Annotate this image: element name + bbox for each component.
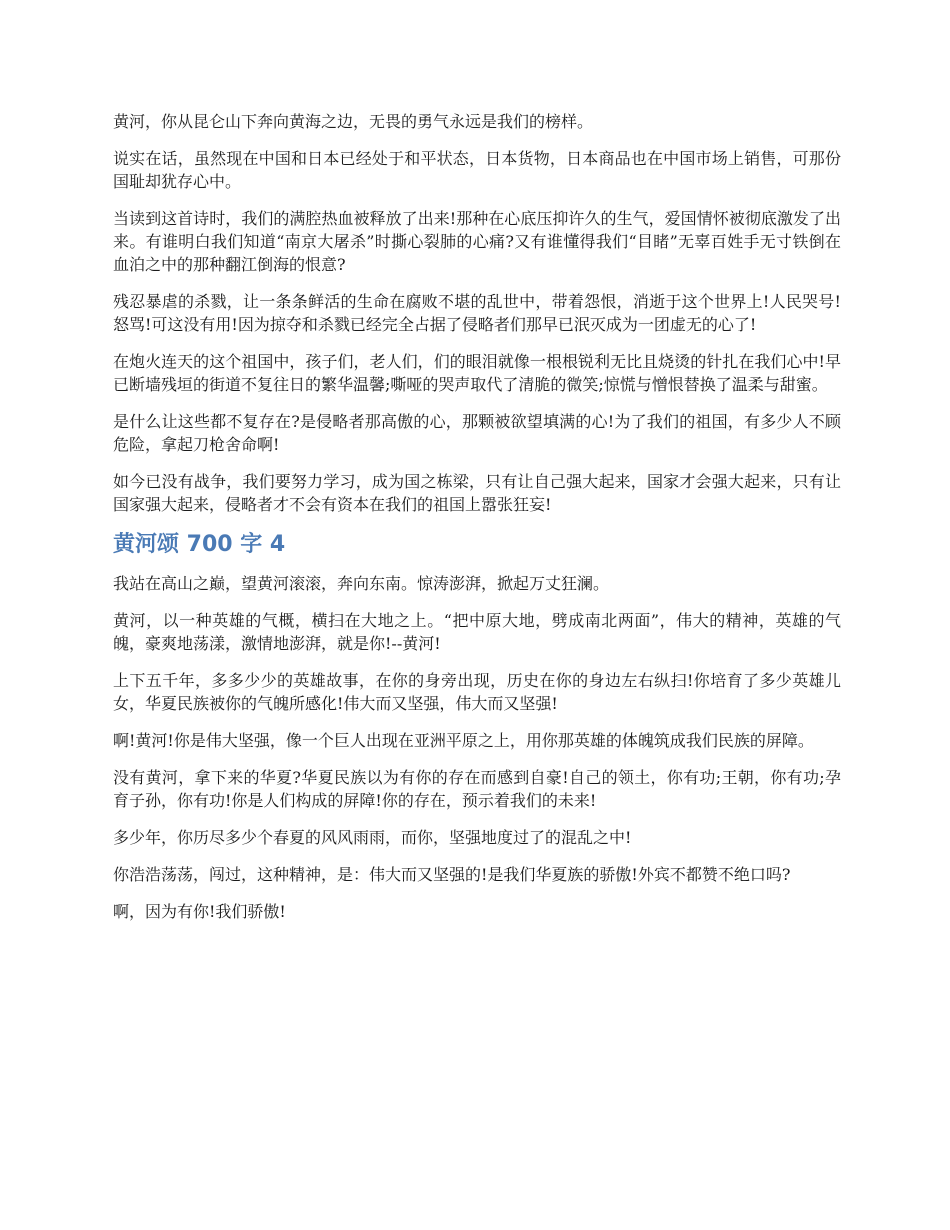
- paragraph: 啊!黄河!你是伟大坚强，像一个巨人出现在亚洲平原之上，用你那英雄的体魄筑成我们民族的屏障。: [113, 731, 814, 750]
- paragraph: 当读到这首诗时，我们的满腔热血被释放了出来!那种在心底压抑许久的生气，爱国情怀被彻底激发了出来。有谁明白我们知道“南京大屠杀”时撕心裂肺的心痛?又有谁懂得我们“目睹”无辜百姓手无寸铁倒在血泊之中的那种翻江倒海的恨意?: [113, 209, 841, 274]
- paragraph: 说实在话，虽然现在中国和日本已经处于和平状态，日本货物，日本商品也在中国市场上销售，可那份国耻却犹存心中。: [113, 149, 841, 191]
- paragraph: 在炮火连天的这个祖国中，孩子们，老人们，们的眼泪就像一根根锐利无比且烧烫的针扎在我们心中!早已断墙残垣的街道不复往日的繁华温馨;嘶哑的哭声取代了清脆的微笑;惊慌与憎恨替换了温柔与甜蜜。: [113, 352, 841, 394]
- paragraph: 黄河，你从昆仑山下奔向黄海之边，无畏的勇气永远是我们的榜样。: [113, 112, 594, 131]
- paragraph: 我站在高山之巅，望黄河滚滚，奔向东南。惊涛澎湃，掀起万丈狂澜。: [113, 574, 610, 593]
- document-body: [113, 110, 841, 937]
- paragraph: 如今已没有战争，我们要努力学习，成为国之栋梁，只有让自己强大起来，国家才会强大起来，只有让国家强大起来，侵略者才不会有资本在我们的祖国上嚣张狂妄!: [113, 472, 841, 514]
- paragraph: 残忍暴虐的杀戮，让一条条鲜活的生命在腐败不堪的乱世中，带着怨恨，消逝于这个世界上!人民哭号!怒骂!可这没有用!因为掠夺和杀戮已经完全占据了侵略者们那早已泯灭成为一团虚无的心了!: [113, 292, 841, 334]
- paragraph: 是什么让这些都不复存在?是侵略者那高傲的心，那颗被欲望填满的心!为了我们的祖国，有多少人不顾危险，拿起刀枪舍命啊!: [113, 412, 841, 454]
- paragraph: 上下五千年，多多少少的英雄故事，在你的身旁出现，历史在你的身边左右纵扫!你培育了多少英雄儿女，华夏民族被你的气魄所感化!伟大而又坚强，伟大而又坚强!: [113, 671, 841, 713]
- paragraph: 多少年，你历尽多少个春夏的风风雨雨，而你，坚强地度过了的混乱之中!: [113, 828, 632, 847]
- paragraph: 你浩浩荡荡，闯过，这种精神，是：伟大而又坚强的!是我们华夏族的骄傲!外宾不都赞不绝口吗?: [113, 865, 791, 884]
- paragraph: 没有黄河，拿下来的华夏?华夏民族以为有你的存在而感到自豪!自己的领土，你有功;王朝，你有功;孕育子孙，你有功!你是人们构成的屏障!你的存在，预示着我们的未来!: [113, 768, 841, 810]
- paragraph: 啊，因为有你!我们骄傲!: [113, 902, 286, 921]
- paragraph: 黄河，以一种英雄的气概，横扫在大地之上。“把中原大地，劈成南北两面”，伟大的精神，英雄的气魄，豪爽地荡漾，激情地澎湃，就是你!--黄河!: [113, 611, 841, 653]
- section-heading: 黄河颂 700 字 4: [113, 532, 286, 557]
